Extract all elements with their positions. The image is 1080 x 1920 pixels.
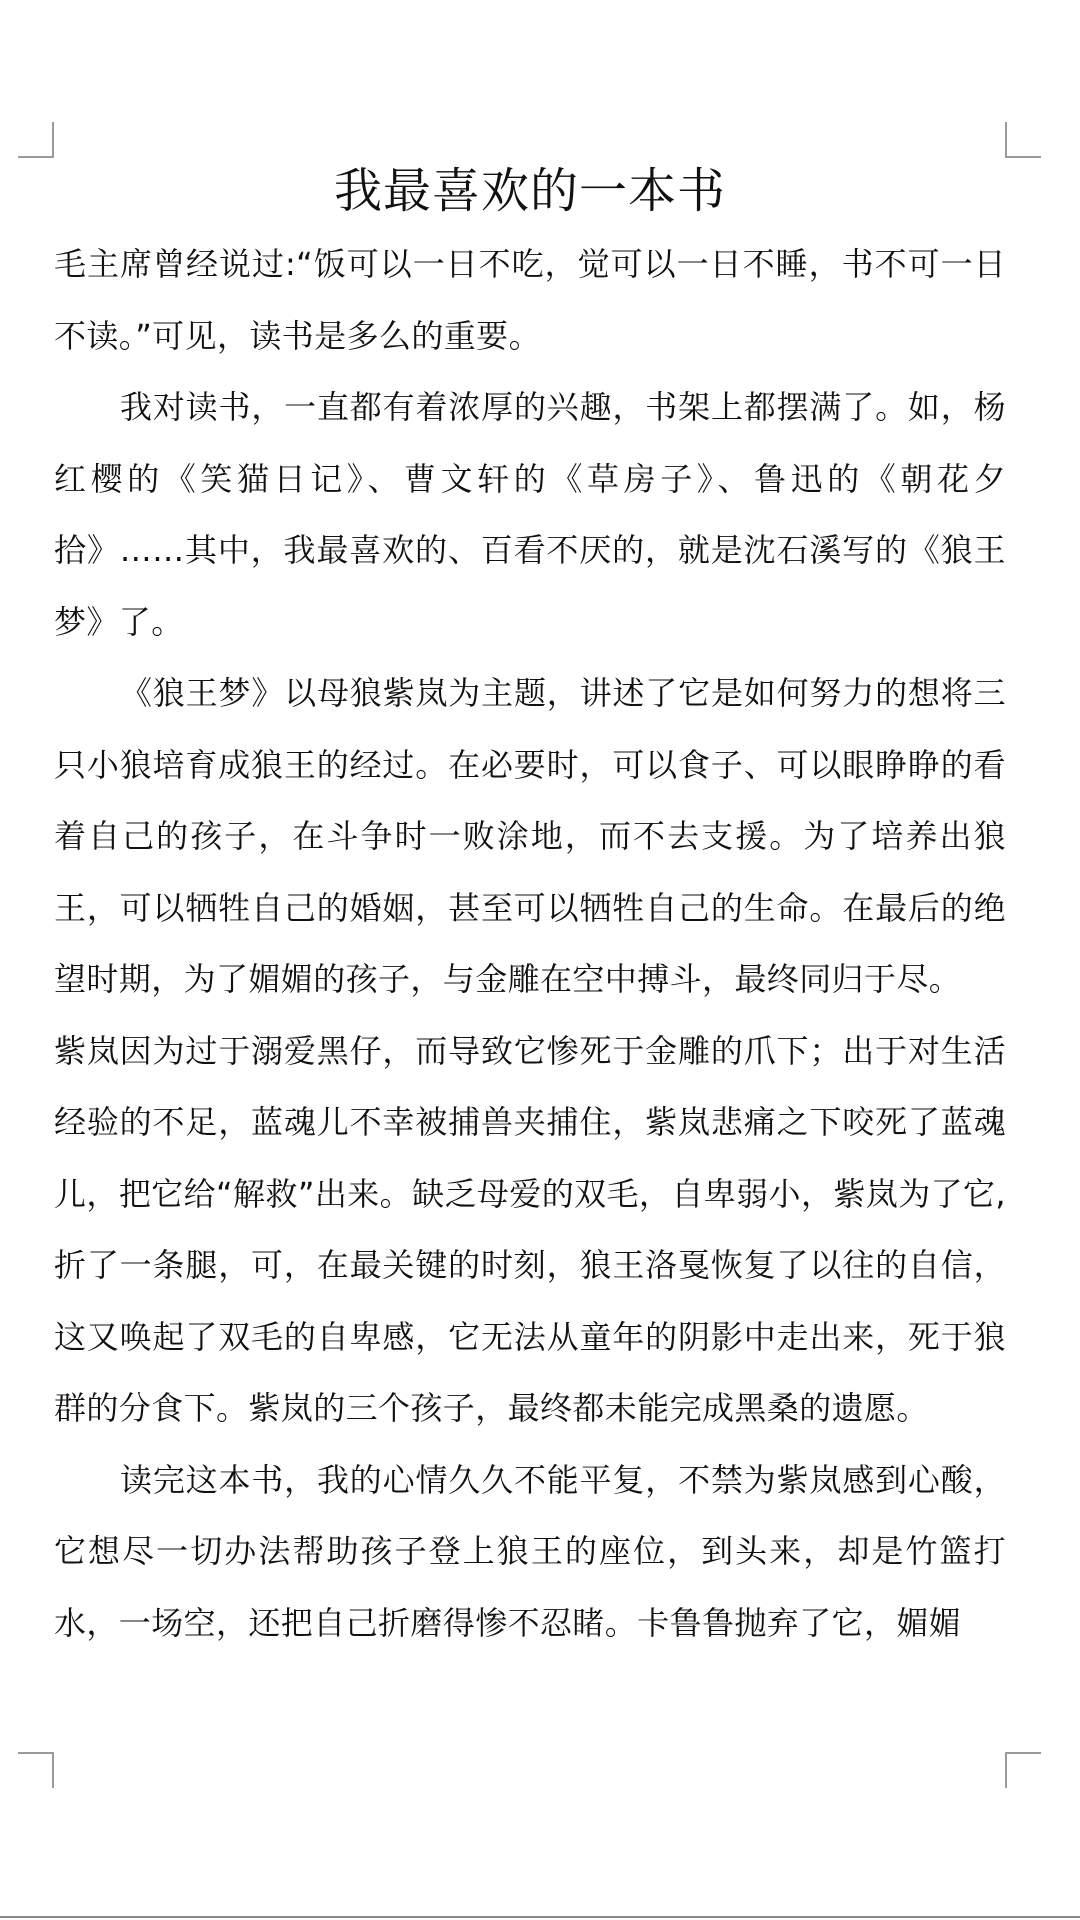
- crop-mark-bottom-left: [18, 1752, 54, 1788]
- crop-mark-top-left: [18, 122, 54, 158]
- document-title: 我最喜欢的一本书: [333, 163, 726, 219]
- crop-mark-top-right: [1005, 122, 1041, 158]
- document-body[interactable]: [54, 158, 1006, 1659]
- paragraph-2: 我对读书，一直都有着浓厚的兴趣，书架上都摆满了。如，杨红樱的《笑猫日记》、曹文轩的《草房子》、鲁迅的《朝花夕拾》……其中，我最喜欢的、百看不厌的，就是沈石溪写的《狼王梦》了。: [54, 388, 1006, 641]
- paragraph-3: 《狼王梦》以母狼紫岚为主题，讲述了它是如何努力的想将三只小狼培育成狼王的经过。在必要时，可以食子、可以眼睁睁的看着自己的孩子，在斗争时一败涂地，而不去支援。为了培养出狼王，可以牺牲自己的婚姻，甚至可以牺牲自己的生命。在最后的绝望时期，为了媚媚的孩子，与金雕在空中搏斗，最终同归于尽。: [54, 674, 1006, 998]
- paragraph-5: 读完这本书，我的心情久久不能平复，不禁为紫岚感到心酸，它想尽一切办法帮助孩子登上狼王的座位，到头来，却是竹篮打水，一场空，还把自己折磨得惨不忍睹。卡鲁鲁抛弃了它，媚媚: [54, 1460, 1006, 1642]
- paragraph-1: 毛主席曾经说过:“饭可以一日不吃，觉可以一日不睡，书不可一日不读。”可见，读书是多么的重要。: [54, 245, 1006, 355]
- paragraph-4: 紫岚因为过于溺爱黑仔，而导致它惨死于金雕的爪下；出于对生活经验的不足，蓝魂儿不幸被捕兽夹捕住，紫岚悲痛之下咬死了蓝魂儿，把它给“解救”出来。缺乏母爱的双毛，自卑弱小，紫岚为了它,折了一条腿，可，在最关键的时刻，狼王洛戛恢复了以往的自信，这又唤起了双毛的自卑感，它无法从童年的阴影中走出来，死于狼群的分食下。紫岚的三个孩子，最终都未能完成黑桑的遗愿。: [54, 1031, 1006, 1427]
- page-bottom-divider: [0, 1916, 1080, 1918]
- crop-mark-bottom-right: [1005, 1752, 1041, 1788]
